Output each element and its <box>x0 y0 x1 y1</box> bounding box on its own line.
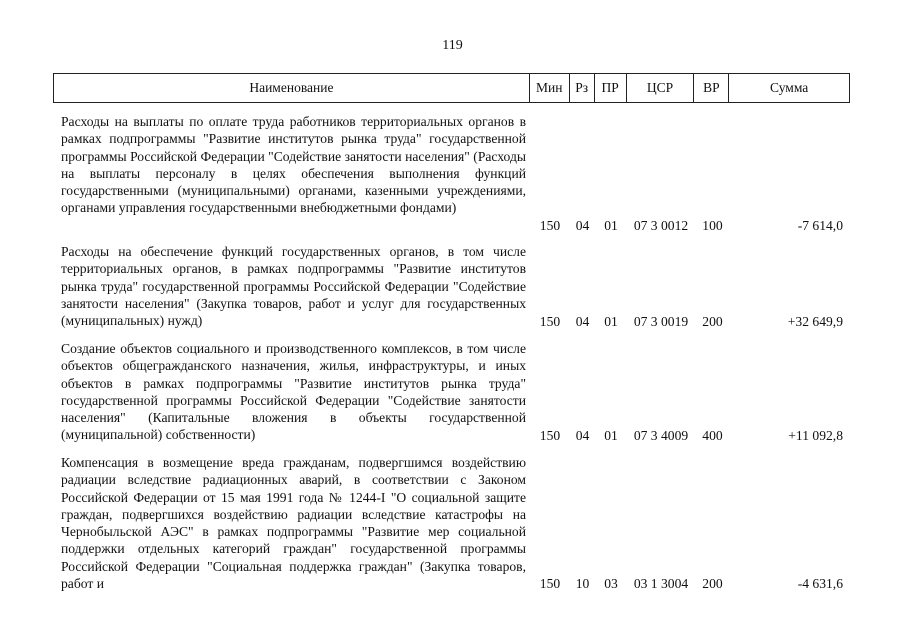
row-vr: 100 <box>702 218 723 233</box>
row-rz: 04 <box>575 428 590 443</box>
row-sum: +11 092,8 <box>788 428 843 443</box>
row-values <box>530 217 850 234</box>
row-min: 150 <box>539 218 561 233</box>
table-row <box>53 340 850 444</box>
header-name: Наименование <box>54 74 530 102</box>
row-min: 150 <box>539 314 561 329</box>
header-rz: Рз <box>570 74 595 102</box>
row-vr: 400 <box>702 428 723 443</box>
row-vr: 200 <box>702 576 723 591</box>
table-row <box>53 113 850 234</box>
row-description: Создание объектов социального и производственного комплексов, в том числе объектов общегражданского назначения, жилья, инфраструктуры, и иных объектов в рамках подпрограммы "Развитие институтов рынка труда" государственной программы Российской Федерации "Содействие занятости населения" (Капитальные вложения в объекты государственной (муниципальной) собственности) <box>61 341 526 443</box>
header-pr: ПР <box>595 74 627 102</box>
row-csr: 07 3 4009 <box>633 428 689 443</box>
page-number: 119 <box>442 38 463 53</box>
header-vr: ВР <box>694 74 729 102</box>
row-rz: 04 <box>575 218 590 233</box>
row-description: Расходы на выплаты по оплате труда работников территориальных органов в рамках подпрограммы "Развитие институтов рынка труда" государственной программы Российской Федерации "Содействие занятости населения" (Расходы на выплаты персоналу в целях обеспечения выполнения функций государственными (муниципальными) органами, казенными учреждениями, органами управления государственными внебюджетными фондами) <box>61 114 526 216</box>
table-row <box>53 243 850 330</box>
row-pr: 01 <box>604 314 618 329</box>
row-rz: 04 <box>575 314 590 329</box>
row-pr: 01 <box>604 428 618 443</box>
row-sum: -4 631,6 <box>797 576 843 591</box>
row-sum: -7 614,0 <box>797 218 843 233</box>
table-row <box>53 454 850 592</box>
row-csr: 03 1 3004 <box>633 576 689 591</box>
row-csr: 07 3 0012 <box>633 218 689 233</box>
header-min: Мин <box>530 74 570 102</box>
row-values <box>530 313 850 330</box>
row-pr: 01 <box>604 218 618 233</box>
row-rz: 10 <box>575 576 590 591</box>
header-sum: Сумма <box>770 80 809 95</box>
row-pr: 03 <box>604 576 618 591</box>
row-min: 150 <box>539 428 561 443</box>
header-csr: ЦСР <box>627 74 695 102</box>
row-vr: 200 <box>702 314 723 329</box>
row-description: Компенсация в возмещение вреда гражданам, подвергшимся воздействию радиации вследствие радиационных аварий, в соответствии с Законом Российской Федерации от 15 мая 1991 года № 1244-I "О социальной защите граждан, подвергшихся воздействию радиации вследствие катастрофы на Чернобыльской АЭС" в рамках подпрограммы "Развитие мер социальной поддержки отдельных категорий граждан" государственной программы Российской Федерации "Социальная поддержка граждан" (Закупка товаров, работ и <box>61 455 526 592</box>
row-min: 150 <box>539 576 561 591</box>
row-values <box>530 575 850 592</box>
table-header <box>53 73 850 103</box>
row-description: Расходы на обеспечение функций государственных органов, в том числе территориальных органов, в рамках подпрограммы "Развитие институтов рынка труда" государственной программы Российской Федерации "Содействие занятости населения" (Закупка товаров, работ и услуг для государственных (муниципальных) нужд) <box>61 244 526 329</box>
row-csr: 07 3 0019 <box>633 314 689 329</box>
row-sum: +32 649,9 <box>787 314 843 329</box>
row-values <box>530 427 850 444</box>
